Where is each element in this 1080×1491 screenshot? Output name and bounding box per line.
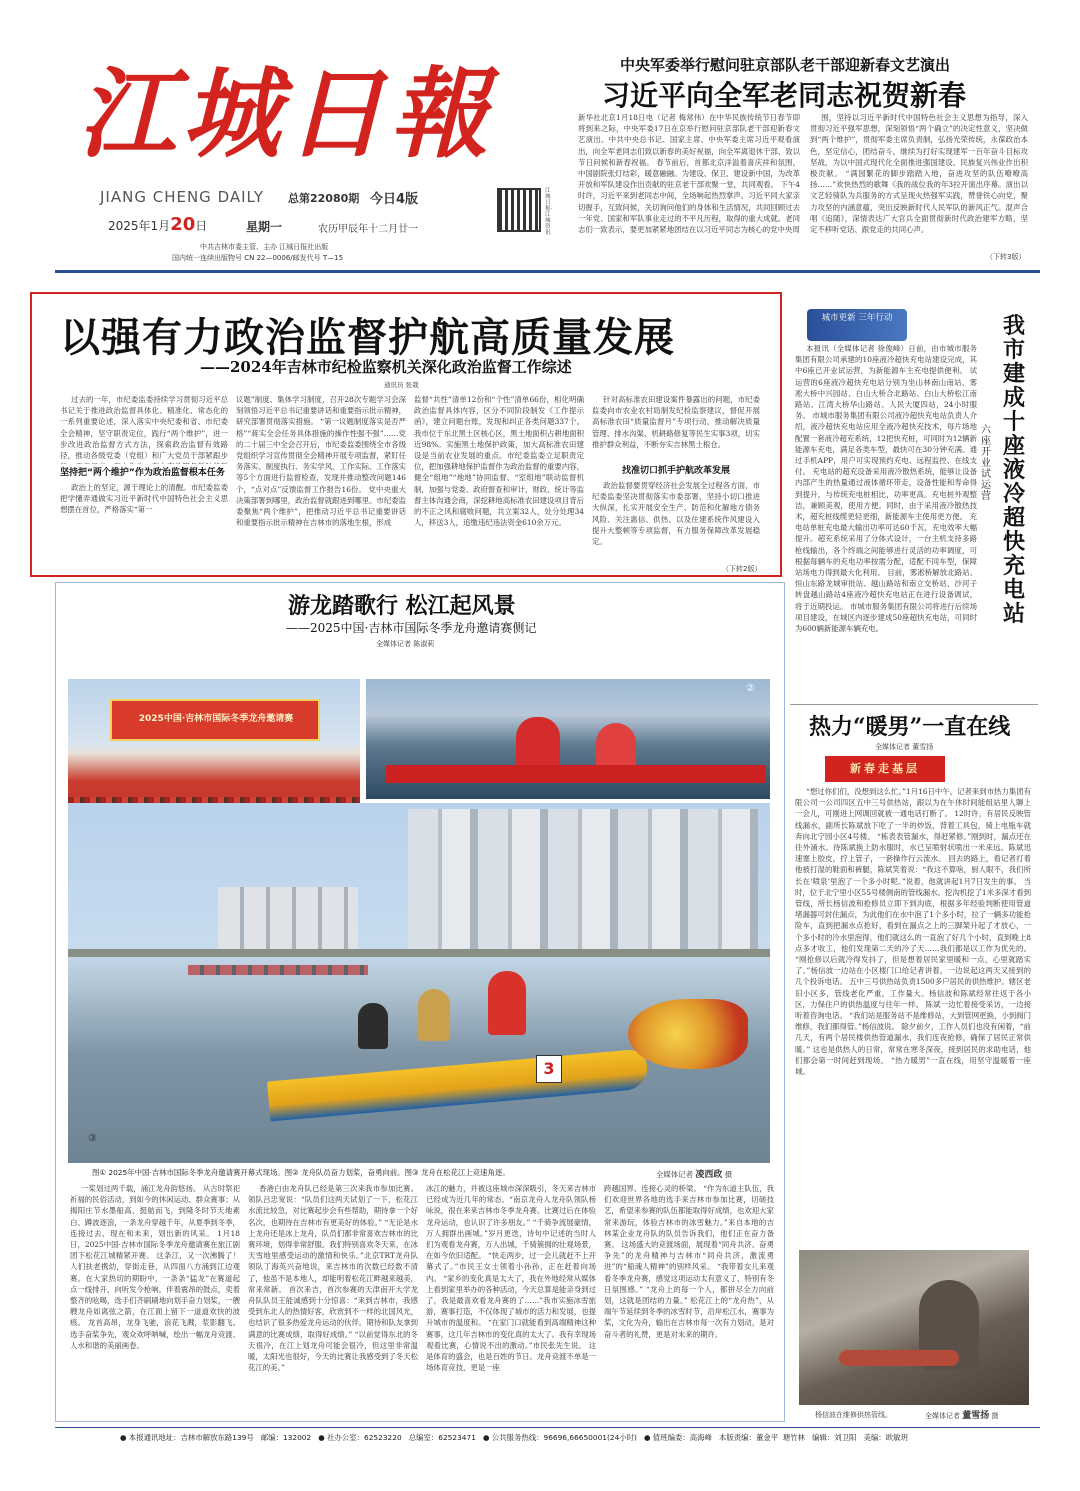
feature-byline: 全媒体记者 陈淑莉 — [376, 640, 435, 648]
spring-badge: 新春走基层 — [825, 756, 945, 782]
lead-byline: 通讯员 张栽 — [384, 381, 419, 389]
right-bottom-body: “想过你们们，没想到这么忙。”1月16日中午，记者来到市热力集团有限公司一公司四区五中三号供热站，跟以为在午休时间能组站里人聊上一会儿，可刚进上网调回就被一通电话打断了。 12时许，有居民反映管线漏水，副所长陈斌放下吃了一半的炒饭，背着工具包，骑上电瓶车就奔向北宁园小区4号楼。 “栋表表管漏水，得赶紧修。”刚到时，漏点还在往外涌水。待陈斌换上防水服时，水已呈喷射状喷出一米来远。陈斌迅速塞上胶皮，拧上管子，一套操作行云流水。 回去的路上，看记者打着他被打湿的鞋面和裤腿，陈斌笑着说：“我这不算啥，厨人眼不，我们所长在‘喷泉’里泡了一个多小时呢。”说着，他就讲起1月7日发生的事。 当时，位于北宁里小区55号楼侧南的管线漏水。挖沟机挖了1米多深才看到管线，所长杨信波和抢修员立即下到沟底，根据多年经验判断使用管道堵漏器可封住漏点，为此他们在水中泡了1个多小时，拉了一辆多功能抢险车，直到把漏水点抢好，看到在漏点之上的三脚架升起了才放心，一个多小时的冷水里泡得，他们就这么的一直泡了好几个小时，直到晚上8点多才收工，他们发现第二天的冷了天……我们都是以工作为优先的。 “刚抢修以后就冷得发抖了，但是想着居民家里暖和一点，心里就踏实了。”杨信波一边站在小区楼门口给记者讲着，一边说起这两天又接到的几个投诉电话。 五中三号供热站负责1500多户居民的供热维护。辖区老旧小区多，管线老化严重，工作量大。杨信波和陈斌经常往返于各小区，力保住户的供热温度与往年一样。 陈斌一边忙着接受采访，一边接听着咨询电话。 “我们站是服务站不是维修站，大到管网更换，小到阀门维修，我们都得管。”杨信波说。 除夕前夕，工作人员们也没有闲着，“前几天，有两个居民楼供热管道漏水，我们连夜抢修，确保了居民正常供暖。” 这也是供热人的日常，常常在寒冬深夜，接到居民的求助电话，他们都会第一时间赶到现场。 “热力暖男”一直在线，用坚守温暖着一座城。 — [795, 787, 1031, 1077]
masthead-divider — [55, 270, 1040, 273]
lead-subhead-2: 找准切口抓手护航改革发展 — [621, 466, 730, 476]
lead-col1: 过去的一年，市纪委监委持续学习贯彻习近平总书记关于推进政治监督具体化、精准化、常态化的一系列重要论述，深入落实中央纪委和省、市纪委全会精神，坚守职责定位，践行“两个维护”，进一步改进政治监督方式方法，探索政治监督有效路径，推动各级党委（党组）和广大党员干部紧跟步 坚持把“两个维护”作为政治监督根本任务 政治上的坚定，源于理论上的清醒。市纪委监委把学懂弄通做实习近平新时代中国特色社会主义思想摆在首位，严格落实“第一 — [60, 395, 228, 515]
date-line — [108, 214, 207, 235]
feature-col3: 冰江的魅力，并被这座城市深深吸引，冬天来吉林市已经成为近几年的常态。“南京龙舟人龙舟队领队杨咏说，很在来来吉林市冬季龙舟赛。比赛过后在体验龙舟运动，也认识了许多朋友。” “千骑争流展豪情，万人拥群出画城。”岁月更迭，诗句中记述的当时人们为观看龙舟赛，万人出城，千骑簇拥的壮观场景，在如今依旧适配。 “快走两步，过一会儿就赶不上开幕式了。”市民王女士领着小孙孙，正在赶着向场内。 “家乡的变化真是太大了，我在外地经常从媒体上看到家里举办的各种活动，今天总算是能亲身到过了，我是最喜欢看龙舟赛的了……”我市实施冰雪旅游，赛事打造，不仅体现了城市的活力和发展，也提升城市的温度和。 “在家门口就能看到高端精神这种赛事，这几年吉林市的变化真的太大了。我有幸现场观看比赛，心情说不出的激动。”市民张先生说。 这是体育的盛会，也是百姓的节日。龙舟竞渡不单是一场体育竞技，更是一座 — [426, 1184, 596, 1373]
top-story-continue: （下转3版） — [986, 253, 1026, 261]
photo-paddlers — [366, 679, 770, 799]
lead-subhead: ——2024年吉林市纪检监察机关深化政治监督工作综述 — [200, 358, 572, 376]
rower-3 — [358, 1003, 388, 1049]
pipe — [839, 1350, 959, 1366]
feature-headline: 游龙踏歌行 松江起风景 — [288, 593, 516, 619]
masthead-title: 江城日報 — [78, 57, 495, 172]
paddler-red-2 — [596, 723, 636, 771]
footer-line — [55, 1427, 1040, 1428]
feature-col1: 一桨划过两千载，涌江龙舟韵悠扬。 从古时祭祀祈福的民俗活动，到如今的休闲运动、群众赛事；从揭阳庄节水墨船高、挺舫而飞，到隆冬时节天地素白、蹲波逐浪，一条龙舟穿越千年，从夏季到冬季，连接过去、现在和未来，划出新的风采。 1月18日，2025中国·吉林市国际冬季龙舟邀请赛在旅江剧团下松花江城精紧开赛。 这条江，又一次沸腾了！ 人们扶老携幼，穿街走巷，从四面八方涌到江边观赛。在大家热切的期盼中，一条条“猛龙”在赛道起点一线排开，向听发令枪响，伴着震昂的鼓点，奕着整齐的吆喝，选手们齐刷刷地向划手奋力划桨，一艘艘龙舟如离弦之箭，在江面上留下一道道欢快的波痕。 龙首高昂，龙身飞驰，浪花飞溅，浆影翻飞。选手奋桨争先，观众欢呼呐喊，绘出一幅龙舟竞渡、人水和谐的美丽画卷。 — [70, 1184, 240, 1350]
sponsor-line: 中共吉林市委主管、主办 江城日报社出版 — [200, 243, 329, 251]
lead-headline: 以强有力政治监督护航高质量发展 — [60, 315, 675, 361]
lead-col4: 针对高标准农田建设案件暴露出的问题，市纪委监委向市农业农村局制发纪检监察建议，督促开展高标准农田“质量监督月”专项行动，推动解决质量管理、排水沟渠、机耕路修复等民生实事3项，切实推护群众利益，不断夯实吉林黑土根仓。 找准切口抓手护航改革发展 政治监督要贯穿经济社会发展全过程各方面，市纪委监委坚决贯彻落实市委部署，坚持小切口推进大纵深，扎实开展安全生产、防范和化解地方债务风险、关注惠信、供热、以及住建系统作风建设入提升大整顿等专项监督，有力服务保障改革发展稳定。 — [592, 395, 760, 547]
lead-col2: 议题”制度、集体学习制度，召开28次专题学习会深刻领悟习近平总书记重要讲话和重要指示批示精神，研究部署贯彻落实措施。 “第一议题制度落实是否严格”“蒋实全会任务具体措施的操作性强不强”……党的二十届三中全会召开后，市纪委监委围绕全市各级党组织学习宣传贯彻全会精神开展专项监督，紧盯任务落实、制度执行、务实学风、工作实际、工作落实等5个方面进行监督检查，发现并推动整改问题146个，“点对点”反馈监督工作报告16份。 党中央重大决策部署到哪里，政治监督就跟进到哪里。市纪委监委聚焦“两个维护”，把推动习近平总书记重要讲话和重要指示批示精神在吉林市的落地生根，形成 — [236, 395, 406, 528]
boat-number: 3 — [543, 1059, 555, 1078]
photo-pipe-repair — [799, 1250, 1029, 1405]
weekday: 星期一 — [246, 220, 283, 234]
boat-number-3 — [536, 1055, 562, 1083]
date-day: 20 — [170, 214, 196, 235]
serial-line: 国内统一连续出版物号 CN 22—0006/邮发代号 T—15 — [172, 254, 344, 262]
paddler-red-1 — [516, 717, 560, 771]
feature-subhead: ——2025中国·吉林市国际冬季龙舟邀请赛侧记 — [286, 621, 537, 635]
stage-banner-text: 2025中国·吉林市国际冬季龙舟邀请赛 — [138, 714, 294, 724]
top-story-col2: 围，坚持以习近平新时代中国特色社会主义思想为指导，深入贯彻习近平强军思想，深刻领悟“两个确立”的决定性意义，坚决做到“两个维护”，贯彻军委主席负责制，弘扬光荣传统，永葆政治本色，坚定信心，团结奋斗，继续为打好实现建军一百年奋斗目标攻坚战，为以中国式现代化全面推进强国建设、民族复兴伟业作出积极贡献。 “满园繁花的脚步踏踏入地，奋进攻坚的队伍嘹嘹高扬……”欢快热烈的歌舞《我的战位我的年3拉开演出序幕。演出以文艺轻骑队为兵服务的方式呈现火热强军实践，赞誉铁心向党，聚力攻坚的内涵意蕴，突出反映新时代人民军队的新风正气。混声合唱《追随》，深情表达广大官兵全面贯彻新时代政治建军方略，坚定不移听党话、跟党走的共同心声。 — [810, 113, 1028, 235]
qr-caption: 江城日报·江城资讯 — [545, 188, 553, 236]
right-top-headline: 我市建成十座液冷超快充电站 — [1003, 314, 1026, 627]
photo-race — [68, 803, 770, 1163]
feature-caption: 图① 2025年中国·吉林市国际冬季龙舟邀请赛开幕式现场。图② 龙舟队员奋力划桨，奋勇向前。图③ 龙舟在松花江上竞速角逐。 — [92, 1168, 510, 1177]
right-top-body: 本报讯（全媒体记者 徐俊峰）日前，由市城市服务集团有限公司承建的10座液冷超快充电站建设完成，其中6座已开业试运营，为新能源车主充电提供便利。 试运营的6座液冷超快充电站分别为坐山林南山南站、雾凇大桥中兴园站、白山大桥合北路站、白山大桥松江南路站、江湾大桥华山路站、人民大厦四站，24小时服务。 市城市服务集团有限公司液冷超快充电站负责人介绍，液冷超快充电站应用全液冷超快充技术，每片场地配置一套液冷超充系统，12把快充桩，可同时为12辆新能源车充电，满足各类车型，最快可在30分钟充满。通过手机APP，用户可实现预约充电、远程监控、在线支付。 充电站的超充设备采用液冷散热系统，能够让设备内部产生的热量通过液体循环带走，设备性能和寿命得到提升，与传统充电桩相比，功率更高。充电桩外观整洁，兼顾美观，使用方便。同时，由于采用液冷散热技术，超充桩线缆更轻更细，新能源车主使用更方便。 充电站单桩充电最大输出功率可达60千瓦，充电效率大幅提升。超充系统采用了分体式设计，一台主机支持多路枪线输出，各个终端之间能够进行灵活的功率调度，可根据每辆车的充电功率按需分配，适配不同车型，保障站场电力得到最大化利用。 目前，雾凇桥解放北路站、恒山东路龙城审批站、越山路站和南立交桥站、沙河子转盘越山路站4座液冷超快充电站正在进行设备调试，将于近期投运。 市城市服务集团有限公司将进行后续场项目建设，在城区内逐步建成50座超快充电站，可同时为600辆新能源车辆充电。 — [795, 344, 977, 634]
background-boats — [188, 965, 368, 975]
feature-photographer: 全媒体记者 凌西政 摄 — [656, 1170, 733, 1180]
right-bottom-byline: 全媒体记者 董雪扬 — [875, 743, 934, 751]
lunar-date: 农历甲辰年十二月廿一 — [318, 224, 418, 235]
right-bottom-headline: 热力“暖男”一直在线 — [809, 714, 1011, 740]
photo-label-3: ③ — [88, 1133, 97, 1144]
feature-col4: 跨越国界、连接心灵的桥梁。 “作为东道主队伍，我们欢迎世界各地的选手来吉林市参加比赛，切磋技艺，希望来参赛的队伍都能取得好成绩，也欢迎大家常来游玩，体验吉林市的冰雪魅力。”来自本地的吉林某企业龙舟队的队员告诉我们，他们正在奋力备赛。 这场盛大的竞渡场面，展现着“同舟共济、奋勇争先”的龙舟精神与吉林市“同舟共济，激流勇进”的“船魂人精神”的别样风采。 “我带着女儿来观看冬季龙舟赛，感觉这项运动太有意义了，特别有冬日氛围感。” “龙舟上的每一个人，都拼尽全力向前划，这就是团结的力量。” 松花江上的“龙舟热”，从端午节延续到冬季的冰雪时节，沿岸松江水，赛事为桨，文化为舟，输出在吉林市每一次有力划动，是对奋斗者的礼赞，更是对未来的期许。 — [604, 1184, 774, 1339]
pages-today: 今日4版 — [370, 192, 419, 207]
right-bottom-article — [795, 710, 1035, 1425]
lead-subhead-1: 坚持把“两个维护”作为政治监督根本任务 — [60, 468, 225, 478]
right-top-article — [795, 305, 1035, 700]
issue-total: 总第22080期 — [288, 192, 360, 205]
river-bank — [68, 949, 770, 957]
top-story-kicker: 中央军委举行慰问驻京部队老干部迎新春文艺演出 — [620, 56, 951, 74]
masthead-pinyin: JIANG CHENG DAILY — [100, 188, 265, 206]
feature-article — [55, 582, 785, 1422]
date-prefix: 2025年1月 — [108, 219, 171, 233]
right-bottom-photographer: 全媒体记者 董雪扬 摄 — [925, 1411, 999, 1421]
dragon-boat-hull — [267, 1049, 649, 1122]
masthead — [0, 0, 1080, 272]
right-top-subhead: 六座开业试运营 — [981, 425, 991, 502]
right-column-divider — [790, 704, 1038, 705]
dragon-head — [628, 999, 748, 1069]
lead-continue: （下转2版） — [722, 565, 762, 573]
feature-col2: 香港白由龙舟队已经是第三次来我市参加比赛。领队吕忠宽说：“队员们这两天试划了一下，松花江水流比较急，对比赛起步会有些帮助，期待拿一个好名次，也期待在吉林市有更美好的体验。” “无论是水上龙舟还是冰上龙舟，队员们都非常喜欢吉林市的比赛环境，划得非常舒服。我们特别喜欢冬天来，在冰天雪地里感受运动的激情和快乐。”北京TRT龙舟队领队丁海英兴奋地说，来吉林市的次数已经数不清了，他虽不是本地人，却能明着松花江畔越来越美，常来常新。 首次来吉，首次参赛的天津南开大学龙舟队队员王能诚感到十分惊喜：“来到吉林市，我感受到东北人的热情好客，欣赏到不一样的北国风光，也结识了很多热爱龙舟运动的伙伴。期待和队友拿到满意的比赛成绩，取得好成绩。” “以前觉得东北的冬天很冷，在江上划龙舟可能会很冷，但这里非常温暖，太阳光也很好，今天的比赛让我感受到了冬天松花江的美。” — [248, 1184, 418, 1373]
rower-1 — [488, 971, 526, 1035]
buildings-left — [218, 887, 358, 953]
top-story-headline: 习近平向全军老同志祝贺新春 — [602, 79, 967, 112]
lead-article — [30, 292, 782, 577]
rower-2 — [418, 989, 450, 1041]
right-bottom-caption: 杨信波在维修供热管线。 — [815, 1411, 892, 1419]
lead-col3: 监督“共性”清单12份和“个性”清单66份，相化明确政治监督具体内容，区分不同阶段制发《工作提示函》，建立问题台账，发现和纠正各类问题337个。 我市位于东北黑土区核心区，黑土地面积占耕地面积近98%。实施黑土地保护政策，加大高标准农田建设是当前农业发展的重点。市纪委监委立足职责定位，把加强耕地保护监督作为政治监督的重要内容，健全“组地”“地地”协同监督、“室组地”联动监督机制，加强与党委、政府督查和审计、财政、统计等监督主体沟通会商，深挖耕地高标准农田建设项目背后的不正之风和腐败问题，共立案32人，处分处理34人，移送3人，追缴违纪违法资金610余万元。 — [414, 395, 584, 528]
footer: ● 本报通讯地址：吉林市解放东路139号 邮编：132002 ● 社办公室：62523220 总编室：62523471 ● 公共服务热线：96696,66650001(24小时) ● 值班编委：高海峰 本版责编：董金平 瑭竹林 编辑：刘卫阳 美编：欧敏玥 — [120, 1433, 908, 1442]
boat-hull — [386, 765, 766, 783]
qr-code[interactable] — [497, 188, 541, 232]
top-story-col1: 新华社北京1月18日电（记者 梅常伟）在中华民族传统节日春节即将到来之际，中央军委17日在京举行慰问驻京部队老干部迎新春文艺演出。中共中央总书记、国家主席、中央军委主席习近平观看演出，向全军老同志们致以新春的美好祝福，向全军离退休干部、致以节日问候和新春祝福。 春节前后，首都北京洋溢着喜庆祥和氛围，中国剧院张灯结彩，暖意融融。为建设、保卫、建设新中国，为改革开放和军队建设作出贡献的驻京老干部欢聚一堂，共同观看。 下午4时许，习近平来到老同志中间，全场响起热烈掌声。习近平同大家亲切握手，互致问候，关切询问他们的身体和生活情况，共同回顾过去一年党、国家和军队事业走过的不平凡历程，取得的重大成就。老同志们一致表示，要更加紧紧地团结在以习近平同志为核心的党中央周 — [578, 113, 800, 235]
buildings — [408, 809, 758, 949]
column-badge: 城市更新 三年行动 — [807, 309, 907, 341]
date-suffix: 日 — [195, 219, 208, 233]
photo-label-2: ② — [746, 683, 755, 694]
